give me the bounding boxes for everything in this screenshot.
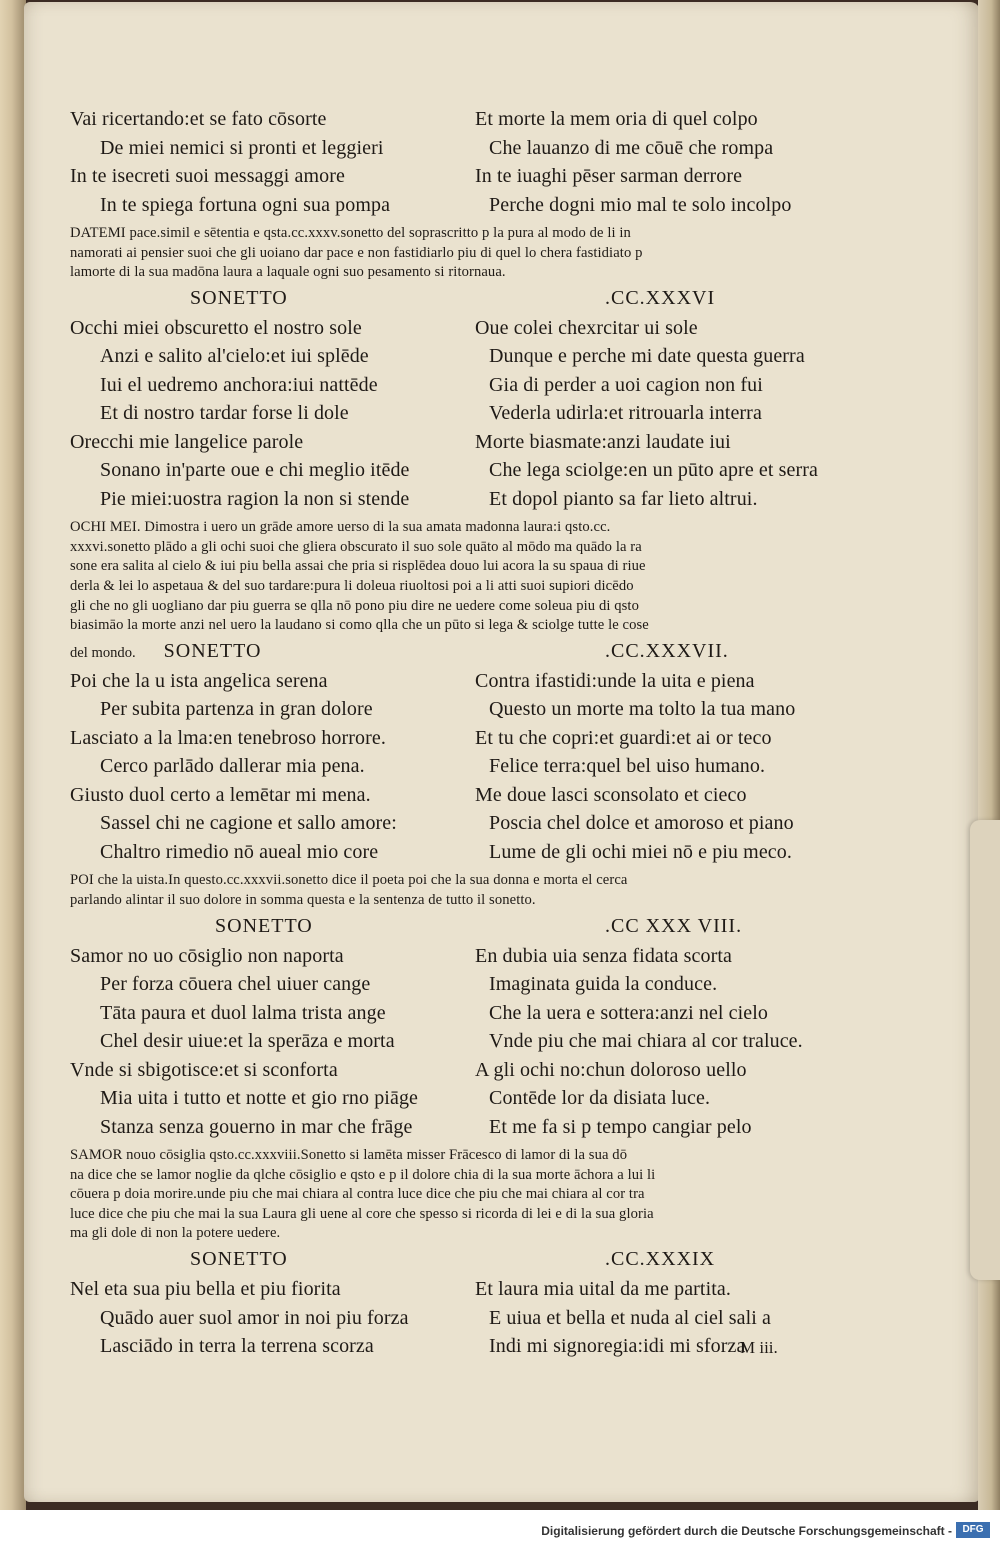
commentary-tail: del mondo.	[70, 644, 136, 661]
verse-row	[70, 841, 830, 870]
verse-right: Et me fa si p tempo cangiar pelo	[489, 1115, 752, 1138]
verse-right: Indi mi signoregia:idi mi sforza	[489, 1335, 746, 1357]
stanza-3	[70, 670, 830, 870]
commentary-2	[70, 518, 830, 636]
verse-left: Per subita partenza in gran dolore	[100, 698, 373, 721]
heading-label: SONETTO	[163, 639, 262, 662]
commentary-1	[70, 224, 830, 283]
verse-row	[70, 945, 830, 974]
verse-left: Vai ricertando:et se fato cōsorte	[70, 108, 327, 130]
left-page-edge	[0, 0, 26, 1510]
verse-left: Tāta paura et duol lalma trista ange	[100, 1001, 386, 1024]
page-text	[70, 108, 830, 1364]
sonnet-heading-4	[70, 1248, 830, 1278]
verse-right: Dunque e perche mi date questa guerra	[489, 345, 805, 368]
verse-left: Vnde si sbigotisce:et si sconforta	[70, 1058, 338, 1081]
verse-row	[70, 374, 830, 403]
verse-left: Pie miei:uostra ragion la non si stende	[100, 487, 410, 510]
commentary-line: namorati ai pensier suoi che gli uoiano dar pace e non fastidiarlo piu di quel lo chera fastidiato p	[70, 244, 643, 261]
verse-row	[70, 459, 830, 488]
verse-left: Nel eta sua piu bella et piu fiorita	[70, 1278, 341, 1300]
verse-row	[70, 670, 830, 699]
verse-row	[70, 1030, 830, 1059]
verse-right: Perche dogni mio mal te solo incolpo	[489, 193, 792, 216]
verse-row	[70, 1307, 830, 1336]
verse-row	[70, 165, 830, 194]
verse-left: In te isecreti suoi messaggi amore	[70, 165, 345, 187]
verse-right: Me doue lasci sconsolato et cieco	[475, 783, 747, 806]
dfg-logo-icon: DFG	[956, 1522, 990, 1538]
verse-row	[70, 1278, 830, 1307]
verse-right: Et morte la mem oria di quel colpo	[475, 108, 758, 130]
commentary-line: parlando alintar il suo dolore in somma questa e la sentenza de tutto il sonetto.	[70, 891, 536, 908]
verse-right: E uiua et bella et nuda al ciel sali a	[489, 1306, 772, 1329]
commentary-line: na dice che se lamor noglie da qlche cōsiglio e qsto e p il dolore chia di la sua morte āchora a lui li	[70, 1166, 656, 1183]
verse-left: Sassel chi ne cagione et sallo amore:	[100, 812, 397, 835]
verse-left: Chaltro rimedio nō aueal mio core	[100, 840, 379, 863]
verse-row	[70, 727, 830, 756]
verse-right: En dubia uia senza fidata scorta	[475, 944, 732, 967]
verse-row	[70, 812, 830, 841]
commentary-line: OCHI MEI. Dimostra i uero un grāde amore uerso di la sua amata madonna laura:i qsto.cc.	[70, 519, 611, 536]
verse-left: Stanza senza gouerno in mar che frāge	[100, 1115, 413, 1138]
verse-left: Mia uita i tutto et notte et gio rno piāge	[100, 1087, 419, 1110]
verse-right: Vnde piu che mai chiara al cor traluce.	[489, 1030, 803, 1053]
verse-left: Samor no uo cōsiglio non naporta	[70, 944, 344, 967]
stanza-2	[70, 317, 830, 517]
verse-right: Oue colei chexrcitar ui sole	[475, 316, 698, 339]
stanza-1	[70, 108, 830, 222]
verse-left: Occhi miei obscuretto el nostro sole	[70, 316, 362, 339]
verse-right: Felice terra:quel bel uiso humano.	[489, 755, 766, 778]
sonnet-heading-2	[70, 640, 830, 670]
footer-credit: Digitalisierung gefördert durch die Deutsche Forschungsgemeinschaft -	[541, 1524, 952, 1538]
verse-row	[70, 1059, 830, 1088]
verse-right: Che lauanzo di me cōuē che rompa	[489, 136, 774, 159]
heading-number: .CC.XXXVI	[605, 286, 716, 309]
verse-row	[70, 194, 830, 223]
verse-row	[70, 345, 830, 374]
verse-left: Sonano in'parte oue e chi meglio itēde	[100, 459, 410, 482]
verse-left: De miei nemici si pronti et leggieri	[100, 136, 384, 159]
verse-left: Chel desir uiue:et la sperāza e morta	[100, 1030, 395, 1053]
verse-row	[70, 488, 830, 517]
verse-right: Et tu che copri:et guardi:et ai or teco	[475, 726, 772, 749]
verse-row	[70, 1087, 830, 1116]
commentary-line: ma gli dole di non la potere uedere.	[70, 1225, 281, 1242]
verse-left: Per forza cōuera chel uiuer cange	[100, 973, 371, 996]
sonnet-heading-3	[70, 915, 830, 945]
verse-right: Et laura mia uital da me partita.	[475, 1278, 731, 1300]
verse-right: Contēde lor da disiata luce.	[489, 1087, 711, 1110]
verse-row	[70, 755, 830, 784]
commentary-line: derla & lei lo aspetaua & del suo tardare:pura li doleua riuoltosi poi a li atti suoi supiori dicēdo	[70, 578, 634, 595]
verse-right: A gli ochi no:chun doloroso uello	[475, 1058, 747, 1081]
heading-number: .CC.XXXVII.	[605, 639, 729, 662]
commentary-line: POI che la uista.In questo.cc.xxxvii.sonetto dice il poeta poi che la sua donna e morta el cerca	[70, 872, 628, 889]
verse-left: Lasciato a la lma:en tenebroso horrore.	[70, 726, 386, 749]
commentary-line: luce dice che piu che mai la sua Laura gli uene al core che spesso si ricorda di lei e di la sua gloria	[70, 1205, 654, 1222]
verse-right: Che lega sciolge:en un pūto apre et serra	[489, 459, 818, 482]
commentary-line: biasimāo la morte anzi nel uero la laudano si como qlla che un pūto si lega & sciolge tutte le cose	[70, 617, 649, 634]
verse-left: Lasciādo in terra la terrena scorza	[100, 1335, 374, 1357]
commentary-line: xxxvi.sonetto plādo a gli ochi suoi che gliera obscurato il suo sole quāto al mōdo ma quādo la ra	[70, 538, 642, 555]
commentary-4	[70, 1146, 830, 1244]
heading-number: .CC XXX VIII.	[605, 914, 743, 937]
commentary-line: SAMOR nouo cōsiglia qsto.cc.xxxviii.Sonetto si lamēta misser Frācesco di lamor di la sua dō	[70, 1147, 628, 1164]
verse-row	[70, 137, 830, 166]
verse-left: Quādo auer suol amor in noi piu forza	[100, 1306, 409, 1329]
heading-number: .CC.XXXIX	[605, 1248, 716, 1270]
verse-row	[70, 1116, 830, 1145]
stanza-5	[70, 1278, 830, 1364]
verse-left: Giusto duol certo a lemētar mi mena.	[70, 783, 371, 806]
verse-row	[70, 973, 830, 1002]
signature-mark: M iii.	[740, 1338, 778, 1357]
footer-bar	[0, 1510, 1000, 1552]
verse-right: Questo un morte ma tolto la tua mano	[489, 698, 796, 721]
sonnet-heading-1	[70, 287, 830, 317]
verse-right: Gia di perder a uoi cagion non fui	[489, 373, 763, 396]
verse-row	[70, 317, 830, 346]
verse-row	[70, 784, 830, 813]
verse-right: Vederla udirla:et ritrouarla interra	[489, 402, 762, 425]
commentary-3	[70, 871, 830, 910]
verse-right: Imaginata guida la conduce.	[489, 973, 718, 996]
verse-left: Et di nostro tardar forse li dole	[100, 402, 349, 425]
verse-right: Che la uera e sottera:anzi nel cielo	[489, 1001, 769, 1024]
verse-left: Cerco parlādo dallerar mia pena.	[100, 755, 365, 778]
heading-label: SONETTO	[190, 286, 288, 309]
right-page-edge	[978, 0, 1000, 1510]
verse-left: In te spiega fortuna ogni sua pompa	[100, 193, 391, 216]
commentary-line: gli che no gli uogliano dar piu guerra se qlla nō pono piu dire ne uedere come soleua piu di qsto	[70, 597, 639, 614]
stanza-4	[70, 945, 830, 1145]
commentary-line: cōuera p doia morire.unde piu che mai chiara al contra luce dice che piu che mai chiara al cor tra	[70, 1186, 645, 1203]
verse-left: Poi che la u ista angelica serena	[70, 669, 328, 692]
verse-right: Et dopol pianto sa far lieto altrui.	[489, 487, 758, 510]
verse-row	[70, 402, 830, 431]
verse-right: Morte biasmate:anzi laudate iui	[475, 430, 731, 453]
verse-right: Lume de gli ochi miei nō e piu meco.	[489, 840, 792, 863]
heading-label: SONETTO	[190, 1248, 288, 1270]
commentary-line: lamorte di la sua madōna laura a laquale ogni suo pesamento si ritornaua.	[70, 264, 506, 281]
verse-right: Contra ifastidi:unde la uita e piena	[475, 669, 755, 692]
heading-label: SONETTO	[215, 914, 313, 937]
commentary-line: DATEMI pace.simil e sētentia e qsta.cc.xxxv.sonetto del soprascritto p la pura al modo de li in	[70, 225, 631, 241]
commentary-line: sone era salita al cielo & iui piu bella assai che pria si risplēdea douo lui acora la su spaua di riue	[70, 558, 646, 575]
verse-left: Orecchi mie langelice parole	[70, 430, 304, 453]
verse-row	[70, 431, 830, 460]
folded-page-tab	[970, 820, 1000, 1280]
verse-row	[70, 1335, 830, 1364]
verse-left: Iui el uedremo anchora:iui nattēde	[100, 373, 378, 396]
verse-row	[70, 1002, 830, 1031]
verse-right: Poscia chel dolce et amoroso et piano	[489, 812, 794, 835]
verse-row	[70, 698, 830, 727]
verse-row	[70, 108, 830, 137]
verse-right: In te iuaghi pēser sarman derrore	[475, 165, 743, 187]
verse-left: Anzi e salito al'cielo:et iui splēde	[100, 345, 369, 368]
